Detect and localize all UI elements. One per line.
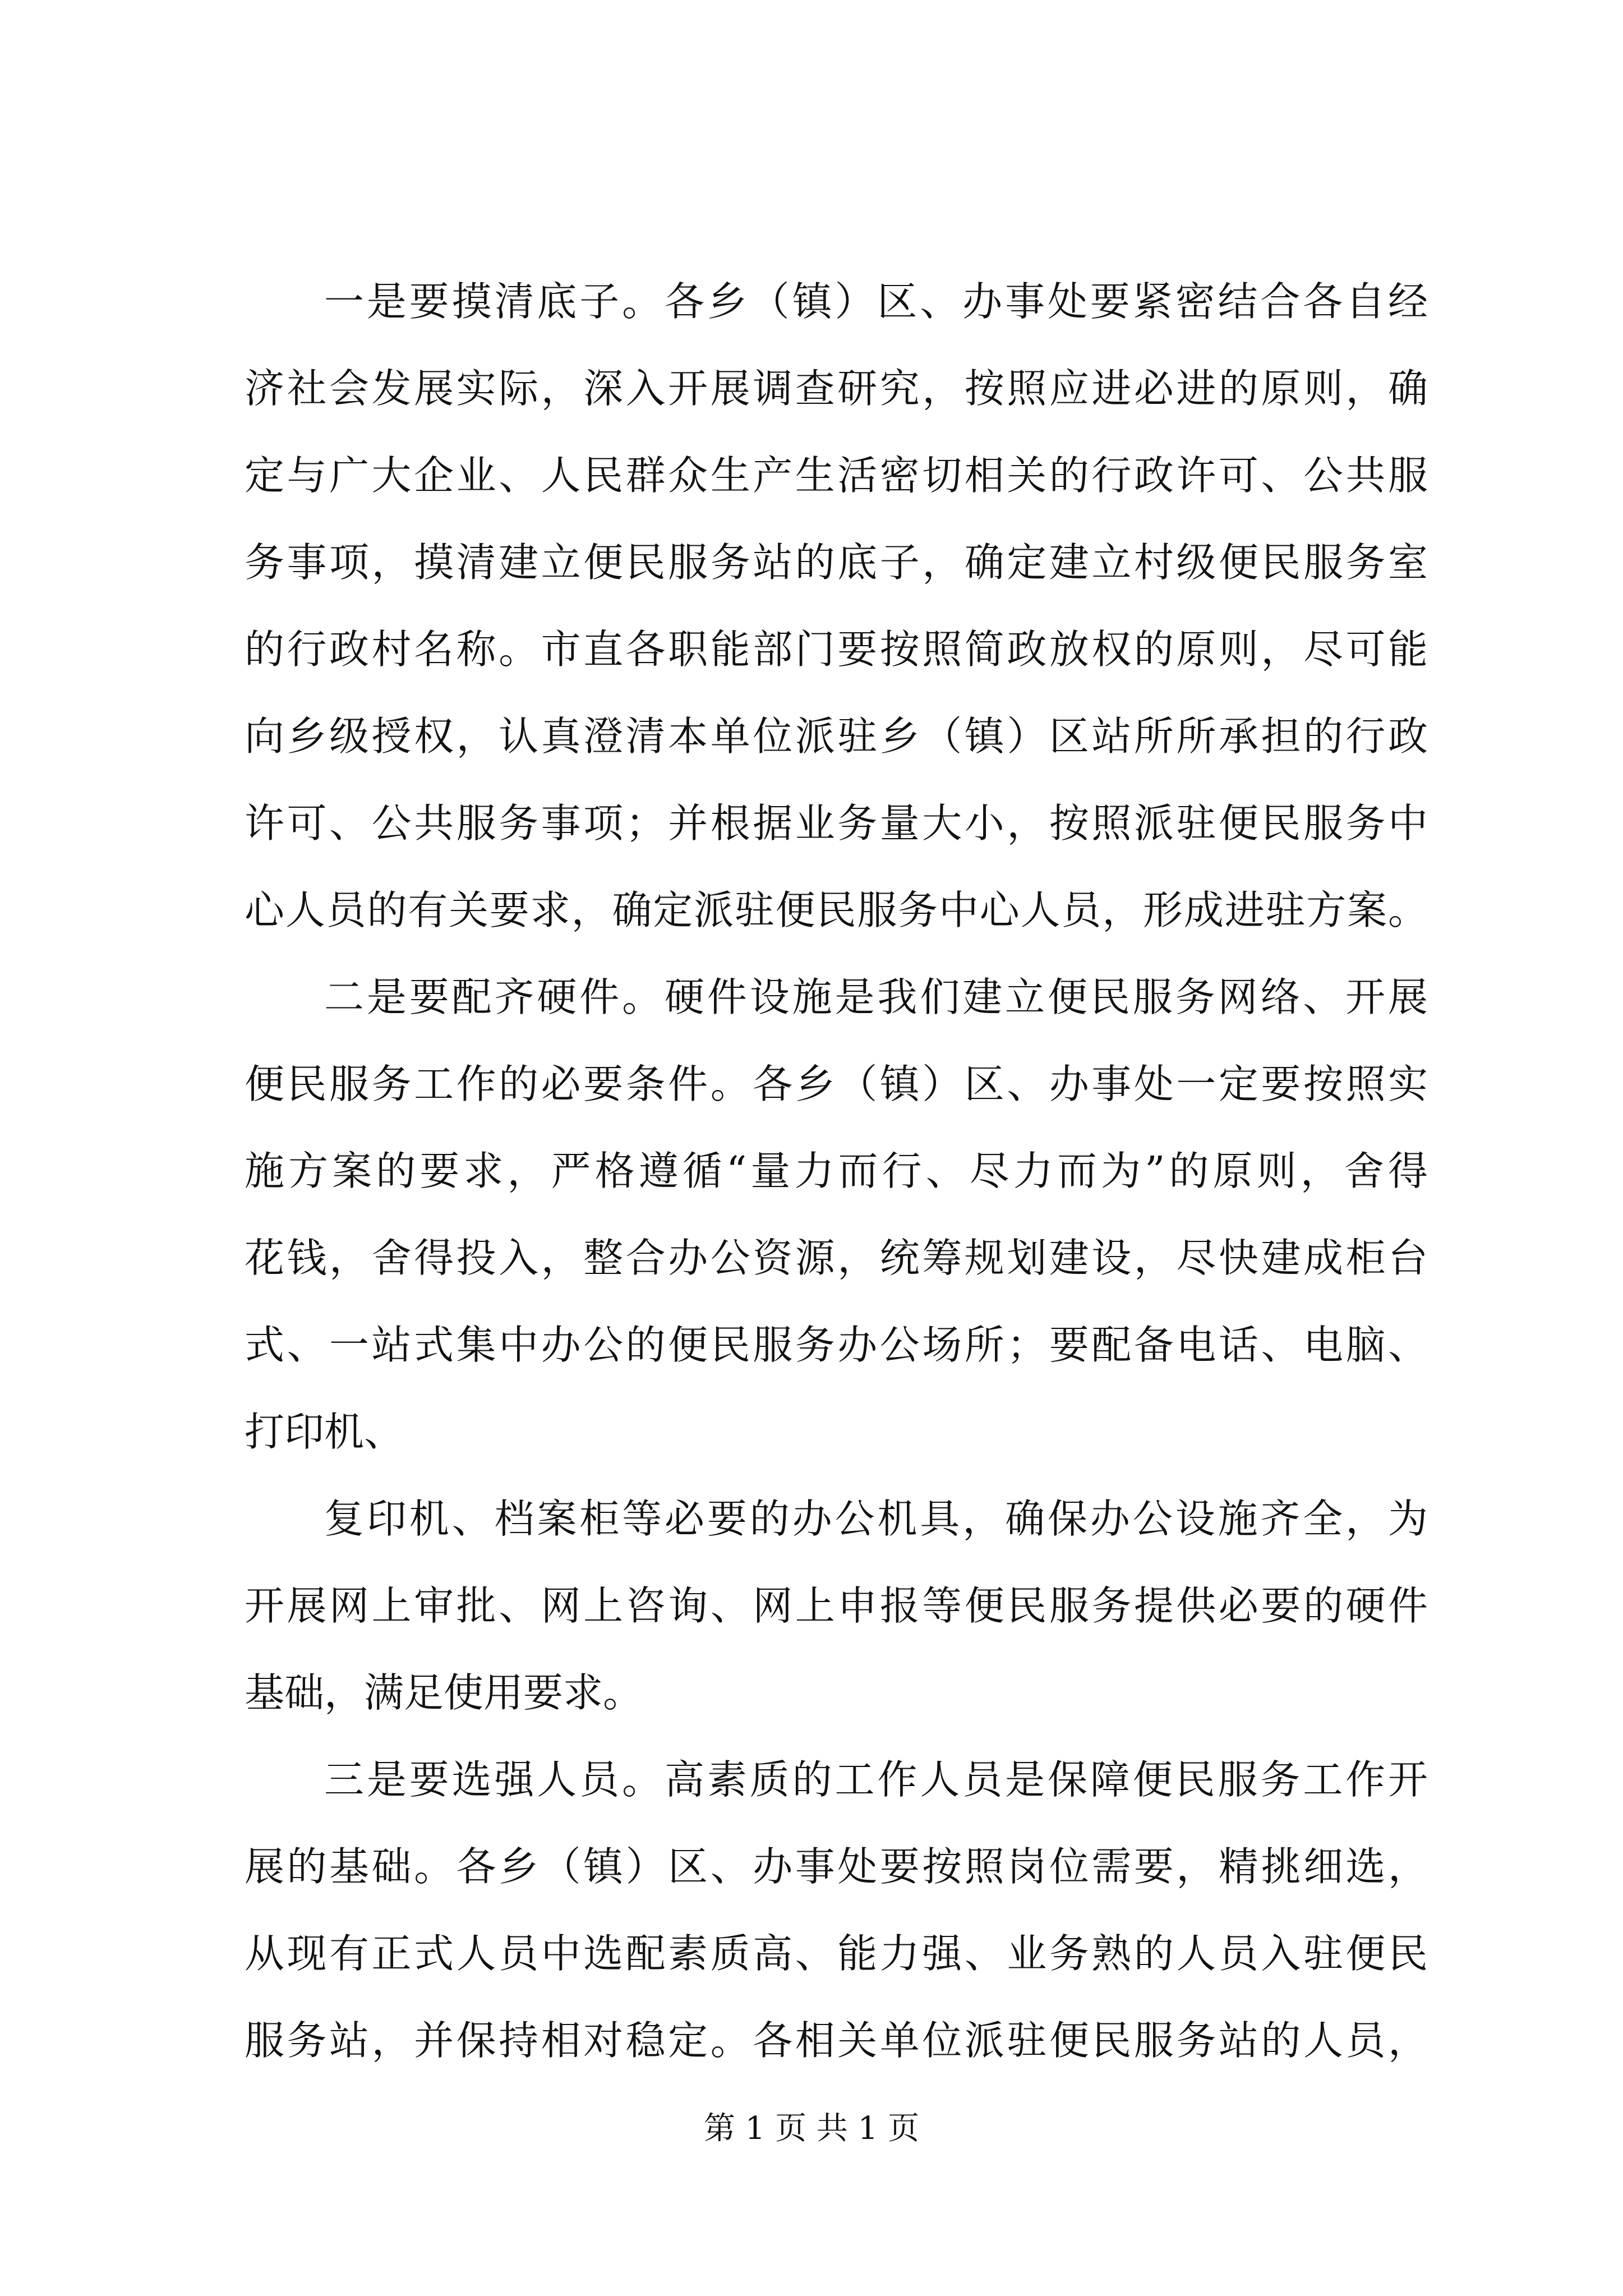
paragraph-first-line: 复印机、档案柜等必要的办公机具，确保办公设施齐全，为 bbox=[324, 1496, 1428, 1542]
paragraph-line: 定与广大企业、人民群众生产生活密切相关的行政许可、公共服 bbox=[245, 452, 1428, 499]
paragraph-line: 展的基础。各乡（镇）区、办事处要按照岗位需要，精挑细选， bbox=[245, 1843, 1428, 1890]
document-body bbox=[245, 258, 1428, 2084]
paragraph-line: 心人员的有关要求，确定派驻便民服务中心人员，形成进驻方案。 bbox=[245, 887, 1428, 933]
paragraph-line: 济社会发展实际，深入开展调查研究，按照应进必进的原则，确 bbox=[245, 365, 1428, 412]
paragraph-line: 便民服务工作的必要条件。各乡（镇）区、办事处一定要按照实 bbox=[245, 1061, 1428, 1107]
paragraph-line: 许可、公共服务事项；并根据业务量大小，按照派驻便民服务中 bbox=[245, 800, 1428, 846]
paragraph-line: 服务站，并保持相对稳定。各相关单位派驻便民服务站的人员， bbox=[245, 2017, 1428, 2064]
paragraph-line: 基础，满足使用要求。 bbox=[245, 1669, 643, 1716]
paragraph-line: 打印机、 bbox=[245, 1409, 404, 1455]
paragraph-first-line: 一是要摸清底子。各乡（镇）区、办事处要紧密结合各自经 bbox=[324, 278, 1428, 325]
paragraph-line: 的行政村名称。市直各职能部门要按照简政放权的原则，尽可能 bbox=[245, 626, 1428, 673]
paragraph-line: 花钱，舍得投入，整合办公资源，统筹规划建设，尽快建成柜台 bbox=[245, 1235, 1428, 1281]
page-footer: 第 1 页 共 1 页 bbox=[703, 2110, 920, 2147]
paragraph-line: 务事项，摸清建立便民服务站的底子，确定建立村级便民服务室 bbox=[245, 539, 1428, 586]
paragraph-line: 施方案的要求，严格遵循“量力而行、尽力而为”的原则，舍得 bbox=[245, 1148, 1428, 1194]
paragraph-first-line: 三是要选强人员。高素质的工作人员是保障便民服务工作开 bbox=[324, 1756, 1428, 1803]
paragraph-line: 向乡级授权，认真澄清本单位派驻乡（镇）区站所所承担的行政 bbox=[245, 713, 1428, 760]
paragraph-first-line: 二是要配齐硬件。硬件设施是我们建立便民服务网络、开展 bbox=[324, 974, 1428, 1020]
paragraph-line: 开展网上审批、网上咨询、网上申报等便民服务提供必要的硬件 bbox=[245, 1582, 1428, 1629]
paragraph-line: 从现有正式人员中选配素质高、能力强、业务熟的人员入驻便民 bbox=[245, 1930, 1428, 1977]
paragraph-line: 式、一站式集中办公的便民服务办公场所；要配备电话、电脑、 bbox=[245, 1322, 1428, 1368]
